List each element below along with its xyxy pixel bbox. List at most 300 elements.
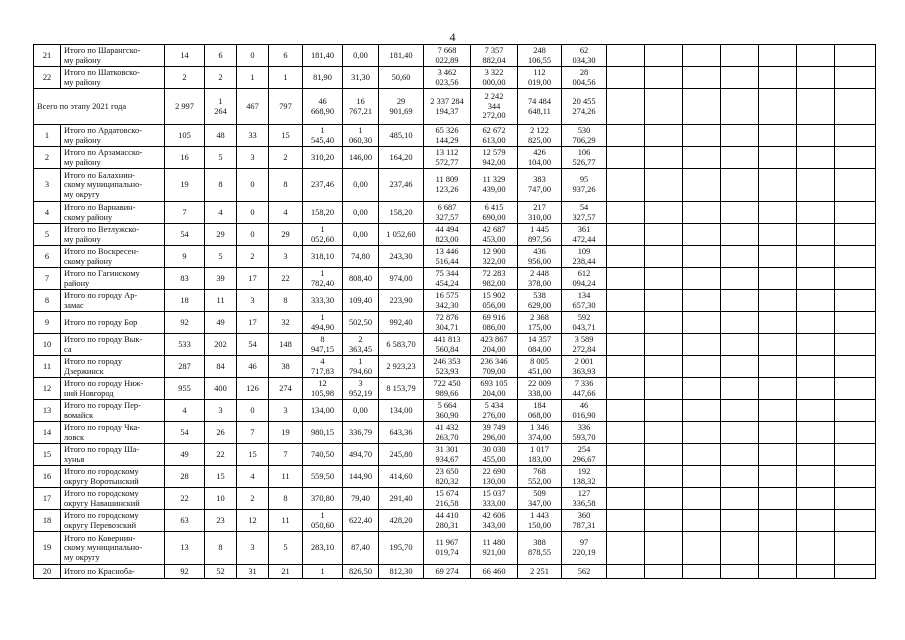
row-number-cell: 12 [34,378,61,400]
cell-line: 982,00 [482,278,506,288]
empty-cell [645,125,683,147]
value-cell-c8 [424,268,471,290]
value-cell-c11 [562,45,607,67]
empty-cell [759,147,797,169]
row-name-cell [34,89,165,125]
row-number-cell: 19 [34,532,61,565]
value-cell-c5 [303,268,343,290]
cell-line: 87,40 [351,543,370,553]
empty-cell [721,378,759,400]
cell-line: 248 [533,45,546,55]
cell-line: 4 [320,356,325,366]
cell-line: 183,00 [527,454,552,464]
cell-line: 423 867 [480,334,508,344]
value-cell-c7 [379,312,424,334]
empty-cell [645,312,683,334]
value-cell-c7 [379,202,424,224]
empty-cell [683,125,721,147]
cell-line: 439,00 [482,185,506,194]
cell-line: 69 916 [482,312,506,322]
value-cell-c9 [471,67,518,89]
empty-cell [607,378,645,400]
empty-cell [797,169,835,202]
cell-line: 175,00 [527,322,552,332]
value-cell-c2: 39 [205,268,237,290]
value-cell-c4: 8 [269,290,303,312]
cell-line: 1 [320,224,325,234]
cell-line: 274,26 [572,106,596,116]
value-cell-c2: 15 [205,466,237,488]
cell-line: Итого по Гагинскому [64,268,140,278]
cell-line: 46 [318,96,327,106]
empty-cell [645,290,683,312]
cell-line: Итого по городу [64,356,123,366]
value-cell-c6 [343,422,379,444]
cell-line: 280,31 [435,520,459,530]
empty-cell [835,268,876,290]
value-cell-c1: 16 [165,147,205,169]
cell-line: 23 650 [435,466,459,476]
value-cell-c3: 2 [237,246,269,268]
table-row [34,378,876,400]
empty-cell [835,565,876,579]
row-name-cell [61,125,165,147]
cell-line: 1 443 [530,510,549,520]
cell-line: 974,00 [389,273,413,283]
cell-line: 952,19 [348,388,373,398]
value-cell-c3: 54 [237,334,269,356]
cell-line: Дзержинск [64,366,104,376]
cell-line: 613,00 [482,135,506,145]
value-cell-c3: 126 [237,378,269,400]
value-cell-c5 [303,89,343,125]
value-cell-c10 [518,565,562,579]
cell-line: 123,26 [435,185,459,194]
report-table [33,44,876,579]
row-name-cell [61,202,165,224]
empty-cell [683,268,721,290]
cell-line: 97 [579,538,589,548]
empty-cell [835,488,876,510]
empty-cell [759,510,797,532]
cell-line: 336,79 [348,427,373,437]
cell-line: 39 749 [482,422,506,432]
row-name-cell [61,466,165,488]
value-cell-c5 [303,312,343,334]
value-cell-c7 [379,290,424,312]
empty-cell [759,378,797,400]
value-cell-c6 [343,169,379,202]
value-cell-c3: 0 [237,169,269,202]
cell-line: 291,40 [389,493,413,503]
cell-line: 344 [487,101,501,111]
value-cell-c8 [424,356,471,378]
value-cell-c3: 17 [237,312,269,334]
cell-line: 20 455 [572,96,596,106]
cell-line: 254 [577,444,591,454]
cell-line: 127 [577,488,591,498]
value-cell-c5 [303,400,343,422]
empty-cell [835,356,876,378]
value-cell-c4: 797 [269,89,303,125]
cell-line: 436 [533,246,546,256]
value-cell-c11 [562,169,607,202]
value-cell-c11 [562,202,607,224]
value-cell-c8 [424,532,471,565]
cell-line: Итого по Шатковско- [64,67,140,77]
cell-line: 28 [579,67,589,77]
empty-cell [683,488,721,510]
cell-line: 509 [533,488,546,498]
cell-line: замас [64,300,84,310]
empty-cell [645,422,683,444]
cell-line: 2 337 284 [430,96,464,106]
cell-line: 338,00 [527,388,552,398]
value-cell-c9 [471,565,518,579]
row-name-cell [61,488,165,510]
cell-line: 50,60 [391,72,411,82]
value-cell-c10 [518,169,562,202]
cell-line: 572,77 [435,157,459,167]
row-number-cell: 3 [34,169,61,202]
cell-line: 16 [356,96,365,106]
cell-line: 363,45 [348,344,373,354]
cell-line: 552,00 [527,476,552,486]
value-cell-c9 [471,89,518,125]
cell-line: 11 329 [482,175,506,185]
table-row [34,356,876,378]
cell-line: 15 674 [435,488,459,498]
value-cell-c11 [562,444,607,466]
cell-line: 455,00 [482,454,506,464]
empty-cell [607,268,645,290]
value-cell-c7 [379,246,424,268]
value-cell-c1: 63 [165,510,205,532]
cell-line: 361 [577,224,591,234]
value-cell-c8 [424,67,471,89]
empty-cell [759,246,797,268]
cell-line: 056,00 [482,300,506,310]
empty-cell [721,422,759,444]
cell-line: 453,00 [482,234,506,244]
empty-cell [683,147,721,169]
cell-line: 164,20 [389,152,413,162]
cell-line: 494,90 [310,322,335,332]
cell-line: 109 [577,246,591,256]
table-row [34,290,876,312]
value-cell-c9 [471,45,518,67]
row-number-cell: 5 [34,224,61,246]
cell-line: 826,50 [348,566,373,576]
value-cell-c10 [518,67,562,89]
value-cell-c8 [424,89,471,125]
value-cell-c11 [562,466,607,488]
cell-line: 823,00 [435,234,459,244]
row-name-cell [61,565,165,579]
value-cell-c2: 48 [205,125,237,147]
value-cell-c7 [379,45,424,67]
cell-line: 992,40 [389,317,413,327]
cell-line: 3 462 [437,67,457,77]
cell-line: 592 [577,312,591,322]
empty-cell [759,466,797,488]
row-number-cell: 20 [34,565,61,579]
cell-line: 75 344 [435,268,459,278]
cell-line: 000,00 [482,77,506,87]
cell-line: 8 005 [530,356,549,366]
cell-line: 6 583,70 [386,339,416,349]
value-cell-c7 [379,356,424,378]
cell-line: району [64,278,90,288]
cell-line: 16 575 [435,290,459,300]
value-cell-c4: 11 [269,466,303,488]
cell-line: 276,00 [482,410,506,420]
cell-line: 15 037 [482,488,506,498]
cell-line: 112 [533,67,546,77]
value-cell-c2: 52 [205,565,237,579]
table-row [34,312,876,334]
empty-cell [835,89,876,125]
empty-cell [607,290,645,312]
value-cell-c4: 38 [269,356,303,378]
cell-line: 216,58 [435,498,459,508]
value-cell-c11 [562,89,607,125]
value-cell-c11 [562,224,607,246]
empty-cell [721,444,759,466]
value-cell-c4: 11 [269,510,303,532]
cell-line: 782,40 [310,278,335,288]
cell-line: 2 368 [530,312,549,322]
empty-cell [759,400,797,422]
cell-line: 322,00 [482,256,506,266]
value-cell-c11 [562,510,607,532]
value-cell-c2: 202 [205,334,237,356]
cell-line: 485,10 [389,130,413,140]
value-cell-c7 [379,378,424,400]
cell-line: 1 [358,356,363,366]
value-cell-c10 [518,400,562,422]
cell-line: 62 672 [482,125,506,135]
empty-cell [607,45,645,67]
cell-line: округу Перевозский [64,520,137,530]
row-number-cell: 21 [34,45,61,67]
cell-line: Итого по Шарангско- [64,45,141,55]
table-row [34,444,876,466]
empty-cell [645,67,683,89]
empty-cell [721,488,759,510]
table-row [34,400,876,422]
value-cell-c10 [518,488,562,510]
cell-line: Итого по городу Вык- [64,334,143,344]
cell-line: 956,00 [527,256,552,266]
value-cell-c11 [562,125,607,147]
cell-line: 004,56 [572,77,596,87]
cell-line: 195,70 [389,543,413,553]
empty-cell [797,45,835,67]
value-cell-c11 [562,268,607,290]
value-cell-c3: 46 [237,356,269,378]
cell-line: 1 [320,566,325,576]
cell-line: 794,60 [348,366,373,376]
value-cell-c8 [424,488,471,510]
empty-cell [645,488,683,510]
cell-line: 283,10 [310,543,335,553]
cell-line: 181,40 [389,50,413,60]
cell-line: 14 357 [527,334,552,344]
cell-line: 0,00 [353,180,368,190]
cell-line: 383 [533,175,546,185]
empty-cell [797,125,835,147]
value-cell-c9 [471,290,518,312]
cell-line: 787,31 [572,520,596,530]
value-cell-c8 [424,466,471,488]
cell-line: 72 283 [482,268,506,278]
cell-line: 263,70 [435,432,459,442]
value-cell-c4: 6 [269,45,303,67]
empty-cell [607,125,645,147]
cell-line: 30 030 [482,444,506,454]
row-name-cell [61,334,165,356]
cell-line: 2 448 [530,268,549,278]
cell-line: 989,66 [435,388,459,398]
value-cell-c2: 6 [205,45,237,67]
empty-cell [683,334,721,356]
value-cell-c11 [562,378,607,400]
row-name-cell [61,67,165,89]
empty-cell [683,312,721,334]
cell-line: 347,00 [527,498,552,508]
empty-cell [607,422,645,444]
value-cell-c3: 2 [237,488,269,510]
cell-line: 272,84 [572,344,596,354]
cell-line: Итого по Краснобa- [64,566,135,576]
cell-line: 42 687 [482,224,506,234]
row-number-cell: 17 [34,488,61,510]
cell-line: 612 [577,268,591,278]
table-row [34,224,876,246]
value-cell-c1: 92 [165,312,205,334]
cell-line: 360,90 [435,410,459,420]
cell-line: Итого по городу Ниж- [64,378,144,388]
value-cell-c1: 7 [165,202,205,224]
cell-line: 46 [579,400,589,410]
cell-line: 3 589 [574,334,594,344]
cell-line: 12 [318,378,327,388]
value-cell-c8 [424,400,471,422]
cell-line: Итого по городу Пер- [64,400,141,410]
cell-line: 016,90 [572,410,596,420]
cell-line: 502,50 [348,317,373,327]
cell-line: 516,44 [435,256,459,266]
empty-cell [835,147,876,169]
cell-line: 333,00 [482,498,506,508]
empty-cell [607,202,645,224]
cell-line: 11 480 [482,538,506,548]
value-cell-c11 [562,565,607,579]
empty-cell [721,268,759,290]
cell-line: 74 484 [527,96,552,106]
value-cell-c1: 14 [165,45,205,67]
cell-line: Итого по Ардатовско- [64,125,142,135]
empty-cell [721,67,759,89]
empty-cell [835,444,876,466]
cell-line: 62 [579,45,589,55]
cell-line: 878,55 [527,548,552,557]
empty-cell [683,400,721,422]
empty-cell [721,246,759,268]
cell-line: 8 153,79 [386,383,416,393]
value-cell-c1: 92 [165,565,205,579]
value-cell-c1: 4 [165,400,205,422]
empty-cell [607,312,645,334]
cell-line: 144,90 [348,471,373,481]
cell-line: 44 410 [435,510,459,520]
value-cell-c11 [562,334,607,356]
empty-cell [835,67,876,89]
cell-line: 921,00 [482,548,506,557]
empty-cell [835,422,876,444]
table-row [34,45,876,67]
value-cell-c9 [471,488,518,510]
cell-line: 722 450 [433,378,461,388]
empty-cell [797,312,835,334]
empty-cell [835,202,876,224]
value-cell-c11 [562,290,607,312]
cell-line: 709,00 [482,366,506,376]
cell-line: 426 [533,147,546,157]
cell-line: 66 460 [482,566,506,576]
cell-line: 81,90 [313,72,332,82]
value-cell-c8 [424,510,471,532]
value-cell-c5 [303,510,343,532]
value-cell-c6 [343,268,379,290]
cell-line: 3 322 [484,67,504,77]
value-cell-c6 [343,224,379,246]
value-cell-c5 [303,565,343,579]
cell-line: 068,00 [527,410,552,420]
empty-cell [759,312,797,334]
cell-line: 220,19 [572,548,596,557]
value-cell-c5 [303,290,343,312]
empty-cell [645,169,683,202]
cell-line: 237,46 [389,180,413,190]
cell-line: 2 122 [530,125,549,135]
empty-cell [683,532,721,565]
cell-line: 217 [533,202,546,212]
cell-line: 72 876 [435,312,459,322]
empty-cell [759,169,797,202]
cell-line: 629,00 [527,300,552,310]
value-cell-c4: 8 [269,488,303,510]
value-cell-c3: 1 [237,67,269,89]
cell-line: 333,30 [310,295,335,305]
cell-line: 105,98 [310,388,335,398]
empty-cell [759,290,797,312]
value-cell-c8 [424,202,471,224]
cell-line: 236 346 [480,356,508,366]
empty-cell [645,466,683,488]
value-cell-c2: 8 [205,169,237,202]
value-cell-c7 [379,510,424,532]
value-cell-c6 [343,400,379,422]
table-row [34,67,876,89]
empty-cell [835,125,876,147]
empty-cell [683,356,721,378]
value-cell-c2 [205,89,237,125]
value-cell-c8 [424,125,471,147]
value-cell-c9 [471,334,518,356]
empty-cell [797,422,835,444]
